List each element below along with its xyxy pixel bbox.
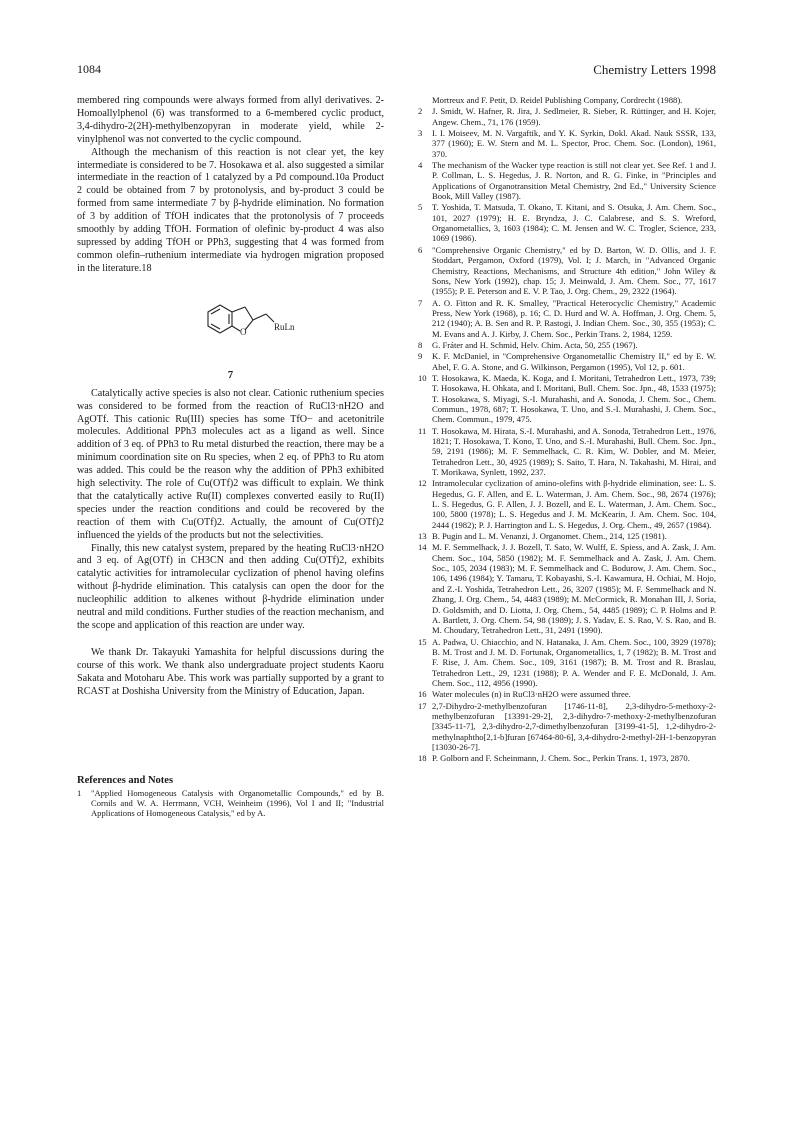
acknowledgments: We thank Dr. Takayuki Yamashita for helpful discussions during the course of this work. We thank also undergraduate project students Kaoru Sakata and Motoharu Abe. This work was partially supported by a grant to RCAST at Doshisha University from the Ministry of Education, Japan.: [77, 646, 384, 697]
reference-item: [418, 542, 716, 635]
reference-text: J. Smidt, W. Hafner, R. Jira, J. Sedlmeier, R. Sieber, R. Rüttinger, and H. Kojer, Angew. Chem., 71, 176 (1959).: [432, 106, 716, 127]
reference-item: [77, 788, 384, 819]
reference-text: T. Hosokawa, M. Hirata, S.-I. Murahashi, and A. Sonoda, Tetrahedron Lett., 1976, 1821; T. Hosokawa, T. Kono, T. Uno, and S.-I. Murahashi, Bull. Chem. Soc. Jpn., 59, 2191 (1986); M. F. Semmelhack, C. R. Kim, W. Dobler, and M. Meier, Tetrahedron Lett., 30, 4925 (1989); S. Saito, T. Hara, N. Takahashi, M. Hirai, and T. Morikawa, Synlett, 1992, 237.: [432, 425, 716, 478]
left-column: [77, 95, 384, 819]
reference-item: [418, 351, 716, 372]
reference-text: K. F. McDaniel, in "Comprehensive Organometallic Chemistry II," ed by E. W. Abel, F. G. A. Stone, and G. Wilkinson, Pergamon (1995), Vol 12, p. 601.: [432, 351, 716, 372]
reference-item: [418, 160, 716, 201]
paragraph-4: Finally, this new catalyst system, prepared by the heating RuCl3·nH2O and 3 eq. of Ag(OTf) in CH3CN and then adding Cu(OTf)2, exhibits catalytic activities for intramolecular cyclization of phenol having olefins without β-hydride elimination. This catalysis can open the door for the nucleophilic addition to alkenes without β-hydride elimination under neutral and mild conditions. Further studies of the reaction mechanism, and the scope and application of this reaction are under way.: [77, 542, 384, 631]
reference-number: 16: [418, 689, 427, 700]
dihydrobenzofuran-ruthenium-structure: [190, 290, 340, 360]
reference-text: I. I. Moiseev, M. N. Vargaftik, and Y. K. Syrkin, Dokl. Akad. Nauk SSSR, 133, 377 (1960); E. W. Stern and M. L. Spector, Proc. Chem. Soc. (London), 1961, 370.: [432, 128, 716, 159]
reference-number: 2: [418, 106, 423, 117]
references-heading: References and Notes: [77, 774, 174, 786]
reference-item: [418, 128, 716, 159]
structure-7-figure: [77, 288, 384, 388]
paragraph-3: Catalytically active species is also not clear. Cationic ruthenium species was considered to be formed from the reaction of RuCl3·nH2O and AgOTf. This cationic Ru(III) species has some TfO− and acetonitrile molecules. Additional PPh3 molecules act as a ligand as well. Since addition of 3 eq. of PPh3 to Ru metal disturbed the reaction, there may be a minimum coordination site on Ru species, when 2 eq. of PPh3 to Ru atom was added. This could be the reason why the addition of PPh3 exhibited high selectivity. The role of Cu(OTf)2 was difficult to explain. We think that the catalytically active Ru(II) complexes converted easily to Ru(II) species under the reaction conditions and could be recovered by the reaction of them with Cu(OTf)2. Actually, the amount of Cu(OTf)2 influenced the yields of the products but not the selectivities.: [77, 387, 384, 541]
reference-item: [418, 637, 716, 689]
reference-item: [418, 753, 716, 763]
reference-text: P. Golborn and F. Scheinmann, J. Chem. Soc., Perkin Trans. 1, 1973, 2870.: [432, 753, 690, 764]
compound-number: 7: [227, 369, 234, 381]
reference-text: 2,7-Dihydro-2-methylbenzofuran [1746-11-8], 2,3-dihydro-5-methoxy-2-methylbenzofuran [13391-29-2], 2,3-dihydro-7-methoxy-2-methylbenzofuran [3345-11-7], 2,3-dihydro-2,7-dimethylbenzofuran [3199-41-5], 1,2-dihydro-2-methylnaphtho[2,1-b]furan [67464-80-6], 3,4-dihydro-2-methyl-2H-1-benzopyran [13030-26-7].: [432, 700, 716, 752]
reference-number: 15: [418, 636, 427, 647]
reference-number: 14: [418, 542, 427, 553]
reference-item: [418, 478, 716, 530]
reference-item: [418, 202, 716, 243]
reference-number: 1: [77, 787, 82, 798]
reference-text: "Applied Homogeneous Catalysis with Organometallic Compounds," ed by B. Cornils and W. A. Herrmann, VCH, Weinheim (1996), Vol I and II; "Industrial Applications of Homogeneous Catalysis," ed by A.: [91, 787, 384, 819]
reference-text: "Comprehensive Organic Chemistry," ed by D. Barton, W. D. Ollis, and J. F. Stoddart, Pergamon, Oxford (1979), Vol. I; J. March, in "Advanced Organic Chemistry, Reactions, Mechanisms, and Structure 4th edition," John Wiley & Sons, New York (1992), chap. 15; J. Meinwald, J. Am. Chem. Soc., 77, 1617 (1955); P. E. Peterson and E. V. P. Tao, J. Org. Chem., 29, 2322 (1964).: [432, 244, 716, 297]
reference-item: [418, 701, 716, 753]
references-section: [77, 775, 384, 819]
journal-title: Chemistry Letters 1998: [593, 62, 716, 77]
reference-number: 11: [418, 425, 427, 436]
reference-number: 7: [418, 297, 423, 308]
reference-number: 12: [418, 478, 427, 489]
reference-item: [418, 245, 716, 297]
reference-item: [418, 373, 716, 425]
paragraph-2: Although the mechanism of this reaction is not clear yet, the key intermediate is considered to be 7. Hosokawa et al. also suggested a similar intermediate in the reaction of 1 catalyzed by a Pd compound.10a Product 2 could be obtained from 7 by protonolysis, and by-product 3 could be formed from same intermediate 7 by β-hydride elimination. No formation of 3 by addition of TfOH indicates that the protonolysis of 7 proceeds smoothly by adding TfOH. Formation of olefinic by-product 4 was also supressed by adding TfOH or PPh3, suggesting that 4 was formed from common olefin–ruthenium intermediate via hydrogen migration proposed in the literature.18: [77, 146, 384, 274]
reference-item: [418, 689, 716, 699]
paragraph-1: membered ring compounds were always formed from allyl derivatives. 2-Homoallylphenol (6) was transformed to a 6-membered cyclic product, 3,4-dihydro-2(2H)-methylbenzopyran in moderate yield, while 2-vinylphenol was not converted to the cyclic compound.: [77, 95, 384, 145]
reference-number: 17: [418, 700, 427, 711]
reference-text: The mechanism of the Wacker type reaction is still not clear yet. See Ref. 1 and J. P. Collman, L. S. Hegedus, J. R. Norton, and R. G. Finke, in "Principles and Applications of Organotransition Metal Chemistry, 2nd Ed.," University Science Book, Mill Valley (1987).: [432, 160, 716, 202]
reference-number: 9: [418, 351, 423, 362]
reference-item: [418, 531, 716, 541]
reference-number: 13: [418, 531, 427, 542]
page-header: [77, 62, 716, 78]
reference-number: 5: [418, 202, 423, 213]
reference-text: G. Fráter and H. Schmid, Helv. Chim. Acta, 50, 255 (1967).: [432, 339, 638, 350]
reference-number: 3: [418, 128, 423, 139]
reference-text: A. O. Fitton and R. K. Smalley, "Practical Heterocyclic Chemistry," Academic Press, New York (1968), p. 16; C. D. Hurd and W. A. Hoffman, J. Org. Chem. 5, 212 (1940); A. B. Sen and R. P. Rastogi, J. Indian Chem. Soc., 30, 355 (1953); C. M. Evans and A. J. Kirby, J. Chem. Soc., Perkin Trans. 2, 1984, 1259.: [432, 297, 716, 339]
reference-number: 4: [418, 160, 423, 171]
reference-text: Intramolecular cyclization of amino-olefins with β-hydride elimination, see: L. S. Hegedus, G. F. Allen, and E. L. Waterman, J. Am. Chem. Soc., 98, 2674 (1976); L. S. Hegedus, G. F. Allen, J. J. Bozell, and E. L. Waterman, J. Am. Chem. Soc., 100, 5800 (1978); L. S. Hegedus and J. M. McKearin, J. Am. Chem. Soc. 104, 2444 (1982); P. J. Harrington and L. S. Hegedus, J. Org. Chem., 49, 2657 (1984).: [432, 478, 716, 530]
page-number: 1084: [77, 62, 101, 76]
right-column: [418, 95, 716, 765]
oxygen-atom-label: O: [240, 326, 247, 337]
reference-text: T. Hosokawa, K. Maeda, K. Koga, and I. Moritani, Tetrahedron Lett., 1973, 739; T. Hosokawa, H. Ohkata, and I. Moritani, Bull. Chem. Soc. Jpn., 48, 1533 (1975); T. Hosokawa, S. Miyagi, S.-I. Murahashi, and A. Sonoda, J. Chem. Soc., Chem. Commun., 1978, 687; T. Hosokawa, T. Uno, and S.-I. Murahashi, J. Chem. Soc., Chem. Commun., 1979, 475.: [432, 372, 716, 425]
reference-item: [418, 340, 716, 350]
reference-number: 6: [418, 244, 423, 255]
reference-item: [418, 426, 716, 478]
reference-number: 8: [418, 339, 423, 350]
reference-text: B. Pugin and L. M. Venanzi, J. Organomet. Chem., 214, 125 (1981).: [432, 531, 667, 542]
reference-text: A. Padwa, U. Chiacchio, and N. Hatanaka, J. Am. Chem. Soc., 100, 3929 (1978); B. M. Trost and J. M. D. Fortunak, Organometallics, 1, 7 (1982); B. M. Trost and F. Rise, J. Am. Chem. Soc., 109, 3161 (1987); B. M. Trost and R. Braslau, Tetrahedron Lett., 29, 1231 (1988); P. A. Wender and F. E. McDonald, J. Am. Chem. Soc., 112, 4956 (1990).: [432, 636, 716, 688]
ruthenium-ligand-label: RuLn: [274, 321, 295, 332]
reference-text: Water molecules (n) in RuCl3·nH2O were assumed three.: [432, 689, 631, 700]
reference-number: 18: [418, 753, 427, 764]
reference-item: [418, 106, 716, 127]
reference-item: [418, 298, 716, 339]
reference-text: M. F. Semmelhack, J. J. Bozell, T. Sato, W. Wulff, E. Spiess, and A. Zask, J. Am. Chem. Soc., 104, 5850 (1982); M. F. Semmelhack and A. Zask, J. Am. Chem. Soc., 105, 2034 (1983); M. F. Semmelhack and C. Bodurow, J. Am. Chem. Soc., 106, 1496 (1984); Y. Tamaru, T. Kobayashi, S.-I. Kawamura, H. Ochiai, M. Hojo, and Z.-I. Yoshida, Tetrahedron Lett., 26, 3207 (1985); M. F. Semmelhack and N. Zhang, J. Org. Chem., 54, 4483 (1989); M. McCormick, R. Monahan III, J. Soria, D. Goldsmith, and D. Liotta, J. Org. Chem., 54, 4485 (1989); C. P. Holms and P. A. Bartlett, J. Org. Chem. 54, 98 (1989); J. S. Yadav, E. S. Rao, V. S. Rao, and B. M. Choudary, Tetrahedron Lett., 31, 2491 (1990).: [432, 542, 716, 636]
reference-list: [418, 106, 716, 763]
reference-continuation: Mortreux and F. Petit, D. Reidel Publishing Company, Cordrecht (1988).: [432, 95, 683, 105]
reference-text: T. Yoshida, T. Matsuda, T. Okano, T. Kitani, and S. Otsuka, J. Am. Chem. Soc., 101, 2027 (1979); H. E. Bryndza, J. C. Calabrese, and S. S. Wreford, Organometallics, 3, 1603 (1984); C. M. Jensen and W. C. Trogler, Science, 233, 1069 (1986).: [432, 202, 716, 244]
reference-number: 10: [418, 372, 427, 383]
